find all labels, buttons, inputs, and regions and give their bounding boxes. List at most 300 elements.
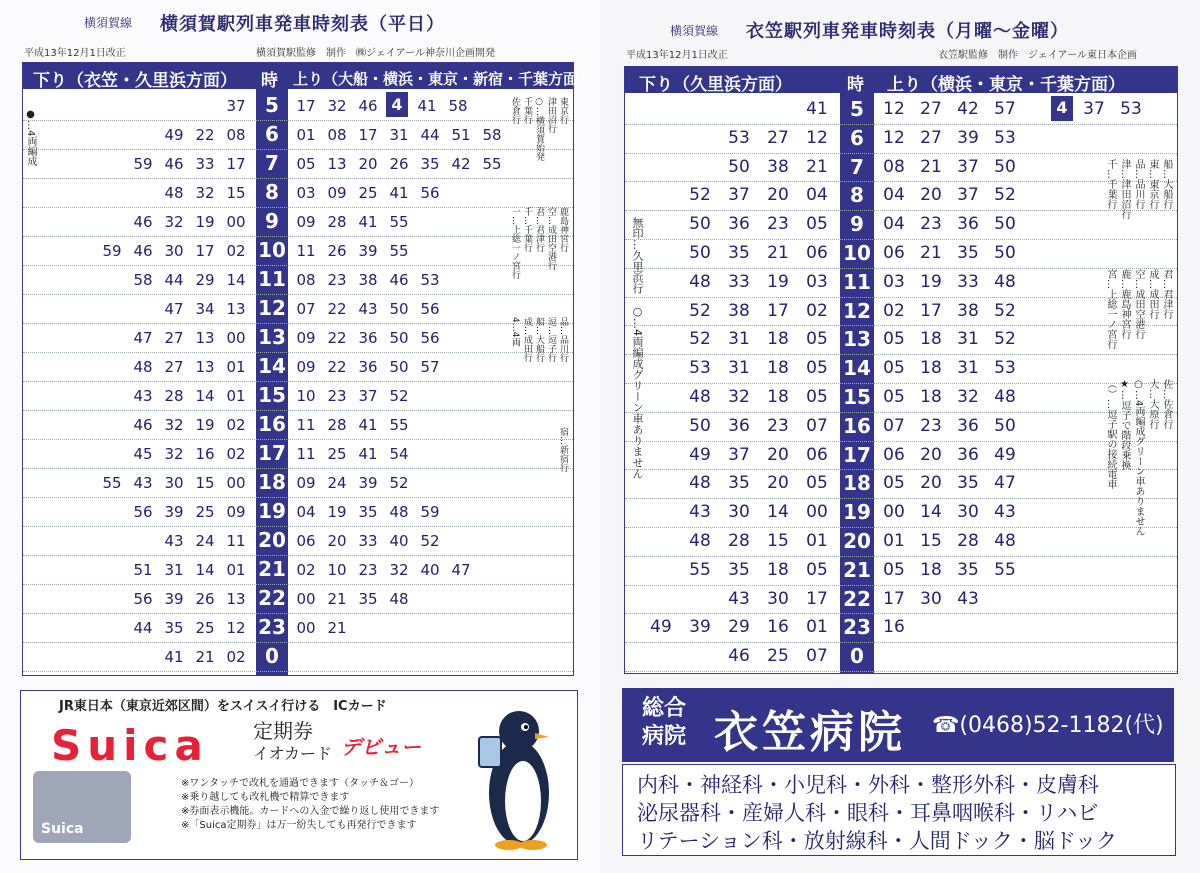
right-row-7 — [625, 153, 1177, 183]
left-up-minute: 17 — [296, 97, 316, 115]
right-down-minute: 07 — [806, 415, 828, 436]
suica-bullets — [181, 777, 439, 833]
right-down-minute: 05 — [806, 387, 828, 407]
left-up-minute: 23 — [358, 561, 378, 579]
right-down-minute: 18 — [767, 387, 789, 407]
right-down-minute: 35 — [728, 473, 750, 494]
left-down-minute: 02 — [226, 648, 246, 666]
left-down-minute: 01 — [226, 358, 246, 376]
left-down-minute: 24 — [195, 532, 215, 550]
left-up-minute: 56 — [420, 300, 440, 318]
right-destination-note: 宮…上総一ノ宮行 — [1105, 269, 1116, 349]
hospital-ad — [622, 688, 1178, 854]
right-down-minute: 30 — [728, 502, 750, 523]
left-up-minute: 54 — [389, 445, 409, 463]
right-up-minute: 01 — [883, 531, 905, 551]
left-up-minute: 11 — [296, 242, 316, 260]
right-up-minute: 52 — [994, 300, 1016, 321]
right-up-minute: 12 — [883, 99, 905, 119]
right-destination-note: 千…千葉行 — [1105, 159, 1116, 209]
right-down-minute: 37 — [728, 185, 750, 206]
right-down-minute: 41 — [806, 99, 828, 119]
right-up-minute: 27 — [920, 99, 942, 119]
right-down-minute: 46 — [728, 646, 750, 667]
right-up-minute: 33 — [957, 271, 979, 292]
left-up-minute: 41 — [389, 184, 409, 202]
left-hour-22: 22 — [258, 586, 286, 610]
left-up-minute: 42 — [451, 155, 471, 173]
right-down-minute: 14 — [767, 502, 789, 523]
left-row-14 — [23, 352, 573, 382]
right-down-minute: 49 — [689, 444, 711, 465]
suica-ad-headline: JR東日本（東京近郊区間）をスイスイ行ける ICカード — [59, 699, 387, 714]
left-down-minute: 48 — [164, 184, 184, 202]
left-up-minute: 28 — [327, 416, 347, 434]
left-destination-note: 成…成田行 — [522, 317, 532, 362]
right-timetable — [624, 66, 1178, 674]
right-down-minute: 48 — [689, 271, 711, 292]
right-up-minute: 43 — [994, 502, 1016, 523]
suica-bullet: ※乗り越しても改札機で精算できます — [181, 792, 350, 803]
right-down-minute: 05 — [806, 559, 828, 580]
left-destination-note: 鹿島神宮行 — [558, 207, 568, 252]
left-down-minute: 56 — [133, 503, 153, 521]
right-up-minute: 52 — [994, 185, 1016, 206]
suica-io-label: イオカード — [253, 744, 333, 763]
right-hour-9: 9 — [850, 212, 864, 237]
left-up-four-car-minute: 58 — [448, 97, 468, 115]
hospital-type-1: 総合 — [642, 696, 687, 721]
left-row-23 — [23, 613, 573, 643]
right-up-minute: 35 — [957, 473, 979, 494]
right-hour-19: 19 — [843, 500, 871, 525]
right-destination-note: 品…品川行 — [1133, 159, 1144, 209]
right-up-minute: 14 — [920, 502, 942, 523]
right-down-minute: 53 — [728, 127, 750, 148]
right-up-minute: 20 — [920, 444, 942, 465]
right-down-minute: 07 — [806, 646, 828, 667]
right-up-minute: 05 — [883, 473, 905, 494]
left-down-minute: 13 — [226, 300, 246, 318]
left-up-four-car-minute: 41 — [417, 97, 437, 115]
left-down-minute: 19 — [195, 213, 215, 231]
dept-line-3: リテーション科・放射線科・人間ドック・脳ドック — [637, 829, 1118, 853]
left-up-minute: 48 — [389, 590, 409, 608]
right-col-down: 下り（久里浜方面） — [639, 75, 792, 95]
right-down-minute: 52 — [689, 185, 711, 206]
right-destination-note: 鹿…鹿島神宮行 — [1119, 269, 1130, 339]
right-up-minute: 52 — [994, 329, 1016, 350]
left-down-minute: 46 — [164, 155, 184, 173]
left-row-11 — [23, 265, 573, 295]
left-up-minute: 11 — [296, 445, 316, 463]
left-down-minute: 01 — [226, 387, 246, 405]
left-hour-0: 0 — [265, 644, 279, 668]
left-row-18 — [23, 468, 573, 498]
left-up-minute: 13 — [327, 155, 347, 173]
right-down-minute: 48 — [689, 473, 711, 494]
left-row-0 — [23, 642, 573, 672]
left-up-minute: 55 — [389, 242, 409, 260]
left-up-minute: 55 — [482, 155, 502, 173]
left-down-minute: 32 — [164, 416, 184, 434]
right-up-four-car-minute: 53 — [1120, 99, 1142, 119]
right-hour-20: 20 — [843, 529, 871, 553]
right-revised-date: 平成13年12月1日改正 — [626, 50, 728, 61]
right-up-minute: 42 — [957, 99, 979, 119]
left-hour-11: 11 — [258, 267, 286, 291]
left-col-up: 上り（大船・横浜・東京・新宿・千葉方面） — [293, 70, 594, 88]
left-up-minute: 09 — [296, 474, 316, 492]
left-timetable-header — [23, 63, 594, 91]
right-destination-note: 大…大原行 — [1147, 379, 1158, 429]
right-destination-note: 船…大船行 — [1161, 159, 1172, 209]
left-up-minute: 36 — [358, 358, 378, 376]
suica-bullet: ※券面表示機能。カードへの入金で繰り返し使用できます — [181, 806, 440, 817]
left-up-minute: 05 — [296, 155, 316, 173]
left-up-minute: 39 — [358, 242, 378, 260]
left-up-minute: 01 — [296, 126, 316, 144]
right-up-minute: 07 — [883, 415, 905, 436]
left-down-minute: 46 — [133, 213, 153, 231]
left-up-minute: 52 — [389, 474, 409, 492]
right-down-minute: 19 — [767, 271, 789, 292]
right-down-minute: 50 — [728, 156, 750, 177]
right-down-minute: 50 — [689, 415, 711, 436]
right-up-minute: 12 — [883, 127, 905, 148]
left-down-minute: 27 — [164, 329, 184, 347]
left-destination-note: 東京行 — [558, 97, 568, 124]
right-timetable-header — [625, 67, 1177, 93]
left-down-minute: 29 — [195, 271, 215, 289]
left-up-minute: 00 — [296, 590, 316, 608]
right-down-minute: 35 — [728, 243, 750, 263]
left-down-minute: 41 — [164, 648, 184, 666]
left-hour-7: 7 — [265, 151, 279, 175]
right-down-minute: 20 — [767, 473, 789, 494]
left-down-minute: 58 — [133, 271, 153, 289]
left-down-minute: 49 — [164, 126, 184, 144]
left-row-20 — [23, 526, 573, 556]
right-down-minute: 17 — [806, 588, 828, 609]
left-row-19 — [23, 497, 573, 527]
left-up-minute: 09 — [296, 329, 316, 347]
left-down-minute: 47 — [164, 300, 184, 318]
left-timetable — [22, 62, 594, 676]
right-down-minute: 48 — [689, 387, 711, 407]
left-up-minute: 47 — [451, 561, 471, 579]
left-side-note: ●…4両編成 — [25, 109, 36, 167]
left-up-minute: 50 — [389, 358, 409, 376]
suica-bullet: ※「Suica定期券」は万一紛失しても再発行できます — [181, 820, 417, 831]
right-row-9 — [625, 210, 1177, 240]
hospital-type-2: 病院 — [642, 724, 687, 749]
left-destination-note: 空…成田空港行 — [546, 207, 556, 270]
left-down-minute: 46 — [133, 416, 153, 434]
left-destination-note: ○…横須賀始発 — [534, 97, 544, 161]
left-row-17 — [23, 439, 573, 469]
left-row-5 — [23, 91, 573, 121]
right-down-minute: 28 — [728, 531, 750, 551]
right-down-minute: 23 — [767, 415, 789, 436]
left-up-minute: 37 — [358, 387, 378, 405]
right-down-minute: 36 — [728, 214, 750, 235]
right-down-minute: 37 — [728, 444, 750, 465]
right-up-minute: 39 — [957, 127, 979, 148]
right-down-minute: 18 — [767, 559, 789, 580]
right-down-minute: 06 — [806, 243, 828, 263]
left-up-minute: 39 — [358, 474, 378, 492]
left-destination-note: 船…大船行 — [534, 317, 544, 362]
right-up-minute: 48 — [994, 387, 1016, 407]
left-up-minute: 09 — [327, 184, 347, 202]
left-destination-note: 千葉行 — [522, 97, 532, 124]
right-up-minute: 36 — [957, 415, 979, 436]
right-up-minute: 36 — [957, 444, 979, 465]
right-col-up: 上り（横浜・東京・千葉方面） — [887, 75, 1125, 95]
left-up-minute: 09 — [296, 358, 316, 376]
right-up-minute: 16 — [883, 617, 905, 638]
right-down-minute: 32 — [728, 387, 750, 407]
right-hour-13: 13 — [843, 327, 871, 352]
right-up-minute: 05 — [883, 329, 905, 350]
right-down-minute: 01 — [806, 531, 828, 551]
left-up-minute: 56 — [420, 184, 440, 202]
left-up-minute: 26 — [389, 155, 409, 173]
left-up-minute: 32 — [389, 561, 409, 579]
left-down-minute: 15 — [226, 184, 246, 202]
left-down-minute: 11 — [226, 532, 246, 550]
right-up-minute: 43 — [957, 588, 979, 609]
hospital-departments — [622, 764, 1176, 856]
right-down-minute: 06 — [806, 444, 828, 465]
left-up-minute: 59 — [420, 503, 440, 521]
left-up-minute: 41 — [358, 445, 378, 463]
right-down-minute: 05 — [806, 358, 828, 379]
right-up-minute: 53 — [994, 358, 1016, 379]
left-up-minute: 48 — [389, 503, 409, 521]
right-down-minute: 05 — [806, 214, 828, 235]
right-down-minute: 36 — [728, 415, 750, 436]
left-down-minute: 25 — [195, 503, 215, 521]
right-up-minute: 57 — [994, 99, 1016, 119]
left-down-minute: 16 — [195, 445, 215, 463]
right-down-minute: 20 — [767, 185, 789, 206]
left-up-minute: 46 — [358, 97, 378, 115]
left-down-minute: 22 — [195, 126, 215, 144]
right-hour-11: 11 — [843, 269, 871, 294]
left-up-minute: 35 — [358, 590, 378, 608]
left-up-minute: 10 — [327, 561, 347, 579]
left-down-minute: 44 — [164, 271, 184, 289]
suica-logo: Suica — [51, 721, 209, 770]
left-row-12 — [23, 294, 573, 324]
right-up-minute: 15 — [920, 531, 942, 551]
right-up-minute: 47 — [994, 473, 1016, 494]
left-down-minute: 00 — [226, 474, 246, 492]
right-up-minute: 27 — [920, 127, 942, 148]
right-up-minute: 30 — [957, 502, 979, 523]
right-page-title: 衣笠駅列車発車時刻表（月曜～金曜） — [746, 21, 1069, 42]
left-hour-8: 8 — [265, 180, 279, 204]
left-up-minute: 21 — [327, 619, 347, 637]
right-hour-18: 18 — [843, 471, 871, 496]
left-down-minute: 43 — [133, 474, 153, 492]
left-up-minute: 52 — [389, 387, 409, 405]
left-down-minute: 17 — [226, 155, 246, 173]
left-down-minute: 17 — [195, 242, 215, 260]
right-down-minute: 29 — [728, 617, 750, 638]
left-down-minute: 19 — [195, 416, 215, 434]
left-down-minute: 25 — [195, 619, 215, 637]
right-up-minute: 03 — [883, 271, 905, 292]
right-up-minute: 18 — [920, 559, 942, 580]
suica-teiki-label: 定期券 — [253, 719, 313, 743]
left-up-minute: 46 — [389, 271, 409, 289]
left-up-minute: 32 — [327, 97, 347, 115]
right-row-22 — [625, 585, 1177, 615]
right-down-minute: 50 — [689, 243, 711, 263]
left-hour-18: 18 — [258, 470, 286, 494]
right-row-18 — [625, 469, 1177, 499]
right-down-minute: 02 — [806, 300, 828, 321]
right-row-21 — [625, 556, 1177, 586]
left-down-minute: 02 — [226, 242, 246, 260]
left-down-minute: 21 — [195, 648, 215, 666]
left-row-8 — [23, 178, 573, 208]
right-row-12 — [625, 297, 1177, 327]
left-down-minute: 02 — [226, 445, 246, 463]
left-down-minute: 30 — [164, 242, 184, 260]
right-hour-0: 0 — [850, 644, 864, 669]
right-down-minute: 04 — [806, 185, 828, 206]
left-col-down: 下り（衣笠・久里浜方面） — [33, 71, 237, 91]
left-hour-15: 15 — [258, 383, 286, 407]
left-up-minute: 35 — [420, 155, 440, 173]
right-down-minute: 49 — [650, 617, 672, 638]
right-up-minute: 35 — [957, 243, 979, 263]
left-down-minute: 55 — [102, 474, 122, 492]
right-down-minute: 48 — [689, 531, 711, 551]
right-up-minute: 37 — [957, 156, 979, 177]
right-hour-14: 14 — [843, 356, 871, 381]
right-down-minute: 23 — [767, 214, 789, 235]
right-hour-6: 6 — [850, 125, 864, 150]
right-down-minute: 31 — [728, 358, 750, 379]
right-up-minute: 53 — [994, 127, 1016, 148]
left-down-minute: 13 — [195, 329, 215, 347]
right-four-car-badge: 4 — [1051, 96, 1073, 121]
left-up-minute: 28 — [327, 213, 347, 231]
left-four-car-badge: 4 — [386, 92, 408, 117]
right-up-minute: 06 — [883, 444, 905, 465]
left-destination-note: 逗…逗子行 — [546, 317, 556, 362]
suica-card-text: Suica — [41, 821, 84, 837]
left-up-minute: 41 — [358, 416, 378, 434]
right-up-minute: 32 — [957, 387, 979, 407]
right-down-minute: 35 — [728, 559, 750, 580]
right-up-minute: 23 — [920, 415, 942, 436]
right-up-minute: 31 — [957, 358, 979, 379]
left-down-minute: 33 — [195, 155, 215, 173]
left-down-minute: 14 — [195, 387, 215, 405]
left-hour-23: 23 — [258, 615, 286, 639]
left-up-minute: 23 — [327, 271, 347, 289]
right-up-minute: 08 — [883, 156, 905, 177]
left-line-name: 横須賀線 — [84, 16, 133, 30]
right-up-minute: 19 — [920, 271, 942, 292]
right-down-minute: 53 — [689, 358, 711, 379]
right-down-minute: 05 — [806, 329, 828, 350]
left-destination-note: 4…4両 — [510, 317, 520, 347]
right-up-minute: 48 — [994, 271, 1016, 292]
left-down-minute: 51 — [133, 561, 153, 579]
left-up-minute: 04 — [296, 503, 316, 521]
left-hour-17: 17 — [258, 441, 286, 465]
right-up-minute: 23 — [920, 214, 942, 235]
left-hour-12: 12 — [258, 296, 286, 320]
left-row-6 — [23, 120, 573, 150]
right-row-23 — [625, 613, 1177, 643]
left-page-title: 横須賀駅列車発車時刻表（平日） — [160, 14, 445, 35]
right-hour-15: 15 — [843, 385, 871, 409]
right-up-four-car-minute: 37 — [1083, 99, 1105, 119]
left-up-minute: 22 — [327, 358, 347, 376]
left-up-minute: 56 — [420, 329, 440, 347]
right-destination-note: 君…君津行 — [1161, 269, 1172, 319]
left-down-minute: 32 — [195, 184, 215, 202]
right-destination-note: ★…逗子で階段乗換 — [1119, 379, 1130, 470]
right-down-minute: 31 — [728, 329, 750, 350]
left-up-minute: 50 — [389, 300, 409, 318]
right-row-8 — [625, 181, 1177, 211]
right-destination-note: 空…成田空港行 — [1133, 269, 1144, 339]
right-row-15 — [625, 383, 1177, 413]
left-up-minute: 11 — [296, 416, 316, 434]
left-up-minute: 40 — [389, 532, 409, 550]
left-down-minute: 32 — [164, 213, 184, 231]
left-hour-14: 14 — [258, 354, 286, 378]
right-row-17 — [625, 441, 1177, 471]
left-up-minute: 26 — [327, 242, 347, 260]
left-up-minute: 19 — [327, 503, 347, 521]
left-down-minute: 08 — [226, 126, 246, 144]
left-up-minute: 10 — [296, 387, 316, 405]
left-hour-6: 6 — [265, 122, 279, 146]
right-up-minute: 05 — [883, 387, 905, 407]
right-up-minute: 05 — [883, 358, 905, 379]
right-up-minute: 48 — [994, 531, 1016, 551]
left-down-minute: 00 — [226, 329, 246, 347]
right-hour-12: 12 — [843, 298, 871, 323]
right-down-minute: 01 — [806, 617, 828, 638]
right-up-minute: 55 — [994, 559, 1016, 580]
left-hour-10: 10 — [258, 238, 286, 262]
left-down-minute: 15 — [195, 474, 215, 492]
left-up-minute: 35 — [358, 503, 378, 521]
right-down-minute: 18 — [767, 358, 789, 379]
right-up-minute: 35 — [957, 559, 979, 580]
right-down-minute: 25 — [767, 646, 789, 667]
left-up-minute: 07 — [296, 300, 316, 318]
right-down-minute: 43 — [728, 588, 750, 609]
left-up-minute: 33 — [358, 532, 378, 550]
left-col-hour: 時 — [261, 71, 278, 91]
right-down-minute: 12 — [806, 127, 828, 148]
right-up-minute: 50 — [994, 243, 1016, 263]
left-down-minute: 39 — [164, 590, 184, 608]
left-up-minute: 22 — [327, 329, 347, 347]
